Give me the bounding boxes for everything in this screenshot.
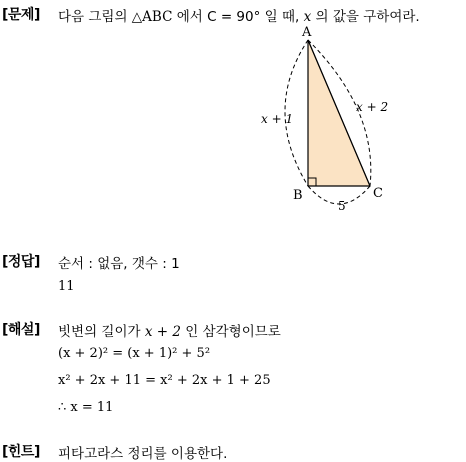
triangle-figure: [0, 0, 466, 230]
equation-2: x² + 2x + 11 = x² + 2x + 1 + 25: [58, 373, 271, 388]
problem-suffix: 의 값을 구하여라.: [311, 9, 420, 25]
problem-triangle: △ABC: [131, 9, 173, 25]
answer-line1: 순서 : 없음, 갯수 : 1: [58, 256, 180, 272]
answer-value: 11: [58, 279, 75, 294]
label-bottom: 5: [338, 199, 346, 213]
explanation-tag: [해설]: [2, 322, 40, 338]
problem-var: x: [303, 9, 312, 25]
label-b: B: [293, 188, 303, 203]
label-left-side: x + 1: [261, 112, 294, 126]
hint-text: 피타고라스 정리를 이용한다.: [58, 446, 228, 462]
equation-1: (x + 2)² = (x + 1)² + 5²: [58, 346, 211, 361]
label-a: A: [302, 25, 312, 40]
explanation-prefix: 빗변의 길이가: [58, 324, 145, 340]
problem-prefix: 다음 그림의: [58, 9, 132, 25]
label-hypotenuse: x + 2: [356, 100, 389, 114]
label-c: C: [373, 186, 383, 201]
explanation-line1: [58, 320, 281, 340]
answer-tag: [정답]: [2, 254, 40, 270]
problem-tag: [문제]: [2, 7, 40, 23]
explanation-math: x + 2: [144, 324, 181, 340]
equation-3: ∴ x = 11: [58, 400, 114, 415]
problem-mid: 에서 C = 90° 일 때,: [172, 9, 304, 25]
hint-tag: [힌트]: [2, 444, 40, 460]
explanation-suffix: 인 삼각형이므로: [180, 324, 281, 340]
